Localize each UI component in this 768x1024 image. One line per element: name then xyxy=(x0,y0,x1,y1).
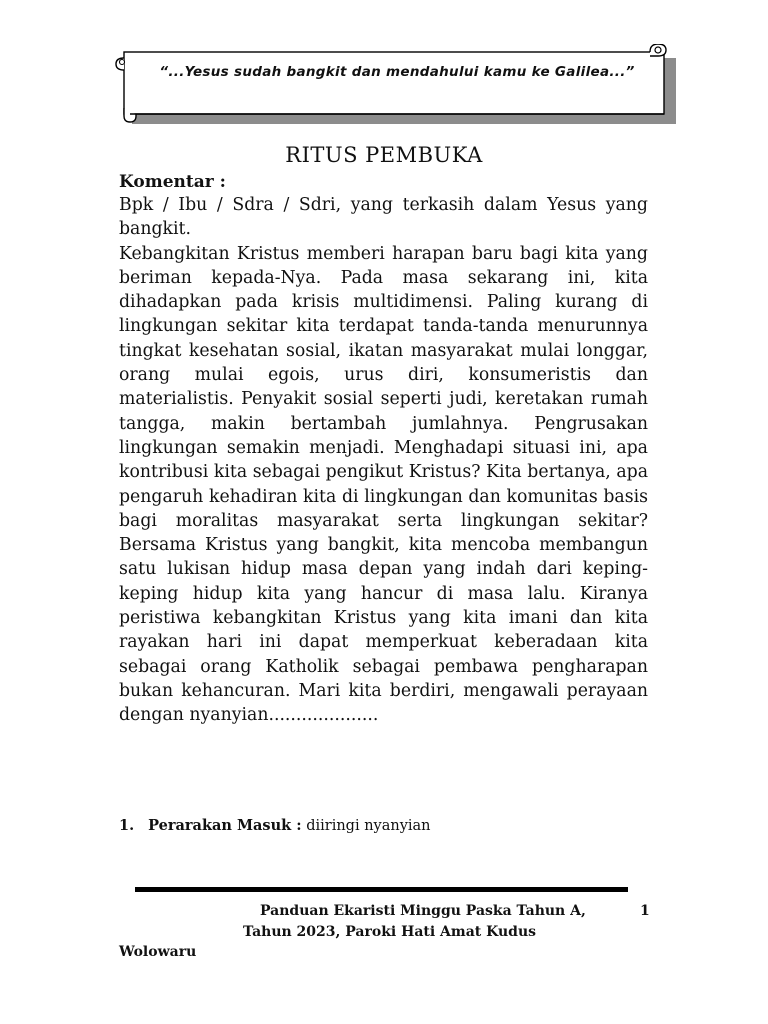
page-title: RITUS PEMBUKA xyxy=(285,143,483,167)
footer-subtitle: Tahun 2023, Paroki Hati Amat Kudus xyxy=(243,924,537,940)
commentary-body xyxy=(119,193,648,728)
banner-quote: “...Yesus sudah bangkit dan mendahului kamu ke Galilea...” xyxy=(159,64,635,80)
commentary-paragraph: Kebangkitan Kristus memberi harapan baru bagi kita yang beriman kepada-Nya. Pada masa sekarang ini, kita dihadapkan pada krisis multidimensi. Paling kurang di lingkungan sekitar kita terdapat tanda-tanda menurunnya tingkat kesehatan sosial, ikatan masyarakat mulai longgar, orang mulai egois, urus diri, konsumeristis dan materialistis. Penyakit sosial seperti judi, keretakan rumah tangga, makin bertambah jumlahnya. Pengrusakan lingkungan semakin menjadi. Menghadapi situasi ini, apa kontribusi kita sebagai pengikut Kristus? Kita bertanya, apa pengaruh kehadiran kita di lingkungan dan komunitas basis bagi moralitas masyarakat serta lingkungan sekitar? Bersama Kristus yang bangkit, kita mencoba membangun satu lukisan hidup masa depan yang indah dari keping-keping hidup kita yang hancur di masa lalu. Kiranya peristiwa kebangkitan Kristus yang kita imani dan kita rayakan hari ini dapat memperkuat keberadaan kita sebagai orang Katholik sebagai pembawa pengharapan bukan kehancuran. Mari kita berdiri, mengawali perayaan dengan nyanyian.................... xyxy=(119,243,648,726)
footer-location: Wolowaru xyxy=(119,944,197,960)
section-item-entrance xyxy=(119,817,431,834)
footer-title: Panduan Ekaristi Minggu Paska Tahun A, xyxy=(260,903,586,919)
quote-banner xyxy=(110,44,680,134)
footer-divider xyxy=(135,887,628,892)
section-number: 1. xyxy=(119,817,135,834)
section-text: diiringi nyanyian xyxy=(301,818,431,834)
page-number: 1 xyxy=(640,903,650,919)
scroll-banner-shape xyxy=(110,44,680,134)
commentary-greeting: Bpk / Ibu / Sdra / Sdri, yang terkasih dalam Yesus yang bangkit. xyxy=(119,195,648,240)
section-label: Perarakan Masuk : xyxy=(148,817,302,834)
commentary-heading: Komentar : xyxy=(119,172,226,192)
